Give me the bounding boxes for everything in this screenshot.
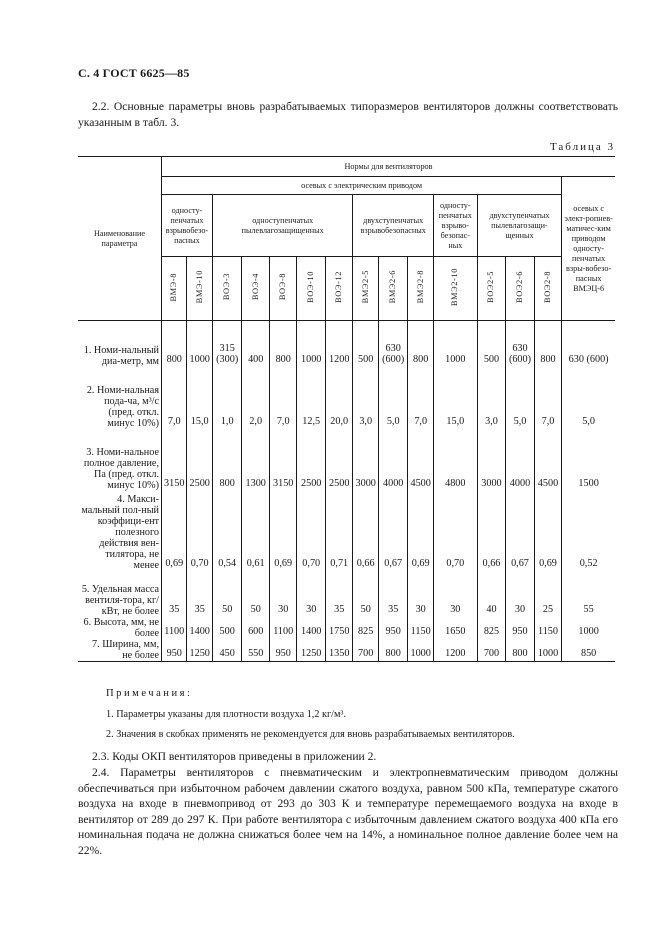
model-header [477,257,506,321]
model-label: ВОЭ-8 [278,273,288,301]
value-cell: 1000 [433,321,477,367]
value-cell: 800 [408,321,433,367]
table-row [78,367,615,429]
value-cell: 2500 [325,429,353,491]
value-cell: 3000 [353,429,378,491]
value-cell: 500 [353,321,378,367]
value-cell: 4500 [408,429,433,491]
value-cell: 30 [506,571,535,617]
value-cell: 500 [477,321,506,367]
table-row [78,321,615,367]
value-cell: 35 [325,571,353,617]
value-cell: 15,0 [187,367,212,429]
axial-electric-header: осевых с электрическим приводом [162,177,562,195]
value-cell: 600 [242,617,270,639]
value-cell: 800 [378,639,408,662]
table-row [78,491,615,571]
value-cell: 800 [534,321,562,367]
value-cell: 50 [242,571,270,617]
value-cell: 1000 [562,617,615,639]
value-cell: 500 [212,617,242,639]
paragraph-2-2: 2.2. Основные параметры вновь разрабатываемых типоразмеров вентиляторов должны соответствовать указанным в табл. 3. [78,100,618,129]
model-label: ВОЭ-12 [334,271,344,303]
model-header [325,257,353,321]
value-cell: 800 [162,321,187,367]
value-cell: 30 [269,571,297,617]
model-label: ВМЭ2-6 [388,270,398,304]
value-cell: 630 (600) [378,321,408,367]
note-item: 1. Параметры указаны для плотности воздуха 1,2 кг/м³. [106,709,346,720]
model-header [408,257,433,321]
value-cell: 400 [242,321,270,367]
value-cell: 4000 [378,429,408,491]
value-cell: 7,0 [408,367,433,429]
model-label: ВОЭ-4 [250,273,260,301]
param-name-cell: 4. Макси-мальный пол-ный коэффици-ент полезного действия вен-тилятора, не менее [78,491,162,571]
value-cell: 2500 [187,429,212,491]
value-cell: 800 [506,639,535,662]
param-name-cell: 6. Высота, мм, не более [78,617,162,639]
model-header [378,257,408,321]
note-item: 2. Значения в скобках применять не рекомендуется для вновь разрабатываемых вентиляторов. [106,729,515,740]
value-cell: 950 [269,639,297,662]
model-label: ВОЭ-3 [222,273,232,301]
value-cell: 7,0 [269,367,297,429]
model-label: ВМЭ-10 [194,270,204,304]
value-cell: 1750 [325,617,353,639]
value-cell: 3,0 [477,367,506,429]
value-cell: 4000 [506,429,535,491]
value-cell: 50 [353,571,378,617]
group-header: одноступенчатых пылевлагозащищенных [212,195,353,257]
table-row [78,617,615,639]
value-cell: 1,0 [212,367,242,429]
value-cell: 1150 [408,617,433,639]
value-cell: 1150 [534,617,562,639]
value-cell: 3150 [269,429,297,491]
model-header [506,257,535,321]
table-caption: Таблица 3 [549,141,615,153]
value-cell: 30 [408,571,433,617]
model-label: ВМЭ2-8 [415,270,425,304]
model-header [297,257,326,321]
value-cell: 15,0 [433,367,477,429]
value-cell: 30 [297,571,326,617]
value-cell: 20,0 [325,367,353,429]
value-cell: 700 [477,639,506,662]
group-header: односту-пенчатых взрыво-безопас-ных [433,195,477,257]
value-cell: 1400 [187,617,212,639]
value-cell: 1300 [242,429,270,491]
value-cell: 950 [506,617,535,639]
model-header [353,257,378,321]
value-cell: 1400 [297,617,326,639]
value-cell: 30 [433,571,477,617]
value-cell: 0,54 [212,491,242,571]
value-cell: 25 [534,571,562,617]
norms-header: Нормы для вентиляторов [162,157,615,177]
model-header [433,257,477,321]
value-cell: 5,0 [562,367,615,429]
value-cell: 0,67 [378,491,408,571]
param-name-cell: 3. Номи-нальное полное давление, Па (пред. откл. минус 10%) [78,429,162,491]
value-cell: 950 [378,617,408,639]
value-cell: 4800 [433,429,477,491]
group-header: односту-пенчатых взрывобезо-пасных [162,195,213,257]
value-cell: 630 (600) [562,321,615,367]
value-cell: 7,0 [534,367,562,429]
paragraph-2-3: 2.3. Коды ОКП вентиляторов приведены в приложении 2. [92,750,377,763]
value-cell: 0,67 [506,491,535,571]
value-cell: 800 [212,429,242,491]
value-cell: 0,69 [269,491,297,571]
value-cell: 700 [353,639,378,662]
value-cell: 3,0 [353,367,378,429]
value-cell: 1650 [433,617,477,639]
value-cell: 1200 [325,321,353,367]
model-label: ВОЭ-10 [306,271,316,303]
value-cell: 2,0 [242,367,270,429]
model-header [534,257,562,321]
value-cell: 1100 [269,617,297,639]
value-cell: 800 [269,321,297,367]
value-cell: 0,69 [408,491,433,571]
value-cell: 3000 [477,429,506,491]
value-cell: 450 [212,639,242,662]
pneumatic-drive-header: осевых с элект-ропнев-матичес-ким приводом односту-пенчатых взры-вобезо-пасных ВМЭЦ-6 [562,177,615,321]
value-cell: 0,66 [353,491,378,571]
value-cell: 0,70 [297,491,326,571]
value-cell: 825 [353,617,378,639]
model-header [187,257,212,321]
value-cell: 35 [378,571,408,617]
model-label: ВОЭ2-8 [542,271,552,303]
value-cell: 1000 [534,639,562,662]
value-cell: 950 [162,639,187,662]
table-row [78,639,615,662]
parameters-table [78,156,615,662]
value-cell: 35 [162,571,187,617]
page-header: С. 4 ГОСТ 6625—85 [78,66,190,80]
model-header [269,257,297,321]
value-cell: 315 (300) [212,321,242,367]
value-cell: 2500 [297,429,326,491]
value-cell: 1350 [325,639,353,662]
model-label: ВМЭ2-10 [450,267,460,307]
model-header [242,257,270,321]
value-cell: 50 [212,571,242,617]
notes-title: Примечания: [106,688,193,699]
model-label: ВМЭ2-5 [360,270,370,304]
value-cell: 3150 [162,429,187,491]
paragraph-2-4: 2.4. Параметры вентиляторов с пневматическим и электропневматическим приводом должны обеспечиваться при избыточном рабочем давлении сжатого воздуха, равном 500 кПа, температуре сжатого воздуха на входе в пневмопривод от 293 до 303 К и температуре перемещаемого воздуха на входе в вентилятор от 289 до 297 К. При работе вентилятора с избыточным давлением сжатого воздуха 400 кПа его номинальная подача не должна снижаться более чем на 14%, а номинальное полное давление более чем на 22%. [78,766,618,857]
table-row [78,429,615,491]
value-cell: 35 [187,571,212,617]
model-header [162,257,187,321]
model-label: ВОЭ2-6 [514,271,524,303]
value-cell: 550 [242,639,270,662]
value-cell: 1000 [187,321,212,367]
value-cell: 0,66 [477,491,506,571]
value-cell: 55 [562,571,615,617]
value-cell: 1500 [562,429,615,491]
value-cell: 5,0 [506,367,535,429]
value-cell: 850 [562,639,615,662]
value-cell: 0,52 [562,491,615,571]
group-header: двухступенчатых пылевлагозащи-щенных [477,195,562,257]
value-cell: 7,0 [162,367,187,429]
value-cell: 0,70 [433,491,477,571]
value-cell: 0,69 [534,491,562,571]
value-cell: 1200 [433,639,477,662]
model-label: ВОЭ2-5 [486,271,496,303]
value-cell: 4500 [534,429,562,491]
param-name-cell: 1. Номи-нальный диа-метр, мм [78,321,162,367]
table-row [78,571,615,617]
value-cell: 1100 [162,617,187,639]
param-name-cell: 7. Ширина, мм, не более [78,639,162,662]
param-name-header: Наименование параметра [78,157,162,321]
value-cell: 40 [477,571,506,617]
param-name-cell: 5. Удельная масса вентиля-тора, кг/кВт, не более [78,571,162,617]
group-header: двухступенчатых взрывобезопасных [353,195,433,257]
value-cell: 0,71 [325,491,353,571]
value-cell: 630 (600) [506,321,535,367]
value-cell: 1250 [297,639,326,662]
value-cell: 12,5 [297,367,326,429]
value-cell: 5,0 [378,367,408,429]
param-name-cell: 2. Номи-нальная пода-ча, м³/с (пред. откл. минус 10%) [78,367,162,429]
value-cell: 0,61 [242,491,270,571]
model-header [212,257,242,321]
value-cell: 0,70 [187,491,212,571]
value-cell: 1000 [297,321,326,367]
value-cell: 825 [477,617,506,639]
value-cell: 0,69 [162,491,187,571]
value-cell: 1000 [408,639,433,662]
model-label: ВМЭ-8 [169,272,179,302]
value-cell: 1250 [187,639,212,662]
